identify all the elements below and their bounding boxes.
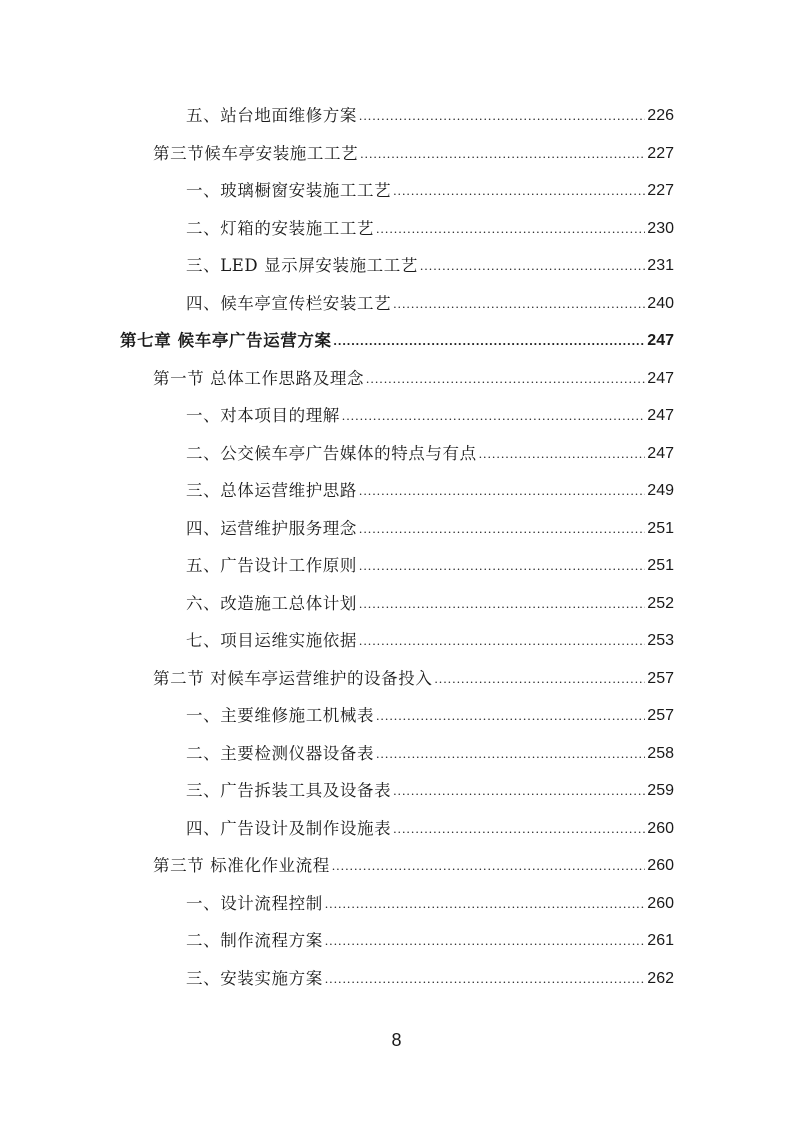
toc-entry-page: 252 (647, 594, 674, 612)
toc-entry-page: 262 (647, 969, 674, 987)
toc-entry-page: 260 (647, 857, 674, 874)
dot-leader (325, 889, 645, 919)
toc-entry-title: 五、站台地面维修方案 (186, 106, 357, 125)
toc-entry[interactable] (186, 476, 674, 506)
toc-entry-title: 六、改造施工总体计划 (186, 593, 357, 613)
dot-leader (342, 401, 645, 431)
dot-leader (376, 214, 645, 244)
dot-leader (393, 176, 645, 206)
toc-entry-page: 247 (647, 332, 674, 349)
dot-leader (479, 439, 646, 469)
toc-entry-title: 四、运营维护服务理念 (186, 518, 357, 538)
toc-entry[interactable] (153, 139, 674, 169)
dot-leader (420, 251, 645, 281)
toc-entry-title: 三、安装实施方案 (186, 968, 323, 988)
toc-entry-title: 七、项目运维实施依据 (186, 631, 357, 650)
toc-entry[interactable] (186, 739, 674, 769)
toc-entry[interactable] (186, 251, 674, 281)
dot-leader (332, 851, 645, 881)
toc-entry-page: 226 (647, 107, 674, 124)
toc-entry-title: 第三节 标准化作业流程 (153, 856, 330, 875)
dot-leader (359, 589, 645, 619)
toc-entry[interactable] (153, 664, 674, 694)
toc-entry-page: 247 (647, 407, 674, 424)
toc-entry[interactable] (186, 176, 674, 206)
toc-entry-page: 227 (647, 144, 674, 162)
toc-entry-page: 253 (647, 632, 674, 649)
toc-entry-page: 230 (647, 219, 674, 237)
toc-entry[interactable] (186, 701, 674, 731)
dot-leader (359, 101, 645, 131)
dot-leader (325, 926, 645, 956)
page-number: 8 (391, 1030, 402, 1050)
dot-leader (334, 326, 646, 356)
dot-leader (359, 476, 645, 506)
toc-entry-page: 227 (647, 182, 674, 199)
dot-leader (393, 289, 645, 319)
toc-entry[interactable] (186, 551, 674, 581)
dot-leader (393, 814, 645, 844)
dot-leader (376, 739, 645, 769)
toc-entry-page: 258 (647, 744, 674, 762)
dot-leader (393, 776, 645, 806)
toc-entry-title: 五、广告设计工作原则 (186, 556, 357, 575)
toc-entry-title: 二、灯箱的安装施工工艺 (186, 218, 375, 238)
toc-entry-title: 四、候车亭宣传栏安装工艺 (186, 293, 392, 313)
toc-entry-page: 251 (647, 519, 674, 537)
toc-entry-page: 261 (647, 932, 674, 949)
toc-entry-title: 第七章 候车亭广告运营方案 (120, 331, 332, 350)
toc-entry-page: 257 (647, 707, 674, 724)
dot-leader (366, 364, 645, 394)
toc-entry[interactable] (186, 401, 674, 431)
toc-entry[interactable] (186, 439, 674, 469)
toc-entry-page: 247 (647, 369, 674, 387)
toc-entry[interactable] (186, 514, 674, 544)
toc-entry[interactable] (186, 964, 674, 994)
toc-entry-title: 第一节 总体工作思路及理念 (153, 368, 365, 388)
toc-entry-title: 一、对本项目的理解 (186, 406, 340, 425)
toc-entry-page: 249 (647, 482, 674, 499)
toc-entry[interactable] (186, 926, 674, 956)
dot-leader (359, 551, 645, 581)
toc-entry-title: 第二节 对候车亭运营维护的设备投入 (153, 668, 433, 688)
toc-entry-page: 259 (647, 782, 674, 799)
toc-entry-title: 三、广告拆装工具及设备表 (186, 781, 392, 800)
toc-entry-title: 二、主要检测仪器设备表 (186, 743, 375, 763)
toc-entry[interactable] (186, 776, 674, 806)
toc-entry-title: 一、玻璃橱窗安装施工工艺 (186, 181, 392, 200)
dot-leader (360, 139, 645, 169)
toc-entry-title: 第三节候车亭安装施工工艺 (153, 143, 359, 163)
dot-leader (434, 664, 645, 694)
dot-leader (359, 514, 645, 544)
toc-entry[interactable] (186, 814, 674, 844)
toc-entry-title: 一、设计流程控制 (186, 893, 323, 913)
dot-leader (325, 964, 645, 994)
toc-entry[interactable] (153, 851, 674, 881)
toc-entry[interactable] (186, 889, 674, 919)
dot-leader (359, 626, 645, 656)
toc-entry[interactable] (186, 589, 674, 619)
toc-entry-page: 247 (647, 444, 674, 462)
toc-chapter-entry[interactable] (120, 326, 674, 356)
toc-entry-page: 260 (647, 894, 674, 912)
toc-entry[interactable] (186, 101, 674, 131)
toc-entry[interactable] (153, 364, 674, 394)
toc-entry-title: 一、主要维修施工机械表 (186, 706, 375, 725)
toc-entry-page: 251 (647, 557, 674, 574)
toc-entry-title: 三、总体运营维护思路 (186, 481, 357, 500)
toc-entry-page: 240 (647, 294, 674, 312)
toc-entry[interactable] (186, 289, 674, 319)
toc-entry[interactable] (186, 214, 674, 244)
toc-entry-title: 四、广告设计及制作设施表 (186, 818, 392, 838)
dot-leader (376, 701, 645, 731)
toc-entry-page: 231 (647, 257, 674, 274)
toc-entry-title: 三、LED 显示屏安装施工工艺 (186, 256, 418, 275)
toc-entry-page: 260 (647, 819, 674, 837)
toc-entry[interactable] (186, 626, 674, 656)
toc-entry-title: 二、公交候车亭广告媒体的特点与有点 (186, 443, 477, 463)
toc-entry-title: 二、制作流程方案 (186, 931, 323, 950)
toc-entry-page: 257 (647, 669, 674, 687)
